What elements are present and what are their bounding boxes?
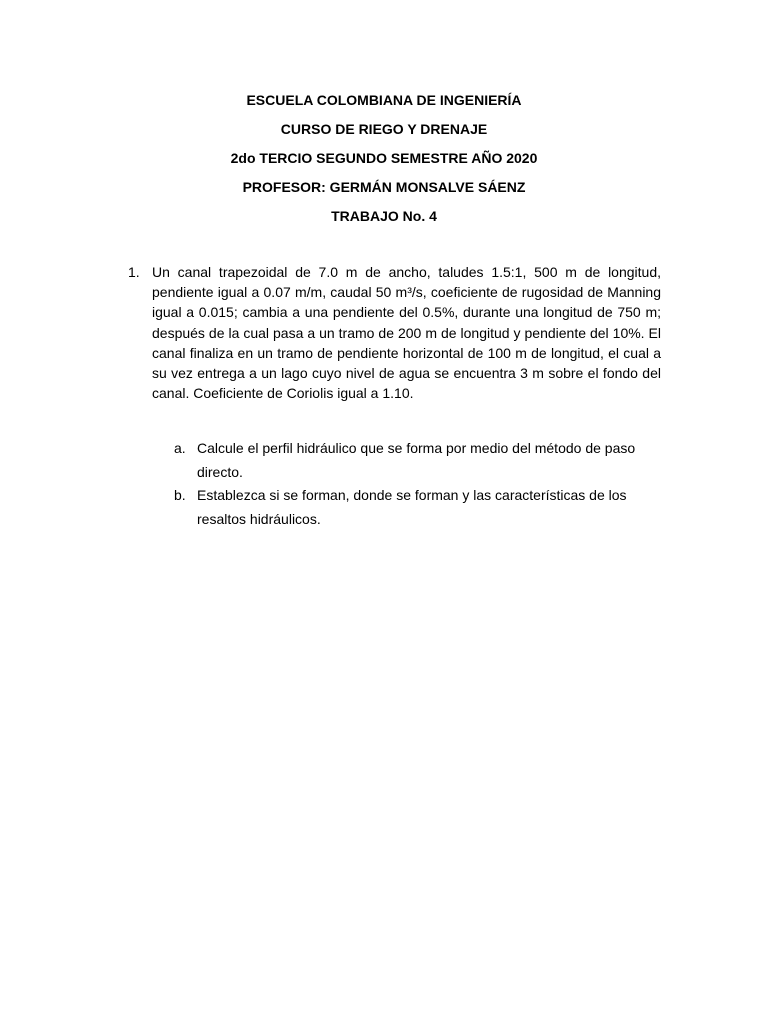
subitem-a (174, 437, 662, 484)
school-name: ESCUELA COLOMBIANA DE INGENIERÍA (246, 92, 522, 108)
subitem-b (174, 484, 662, 531)
subitem-text: Establezca si se forman, donde se forman y las características de los resaltos hidráulicos. (197, 487, 627, 527)
document-header (0, 91, 768, 236)
subitem-marker: b. (174, 487, 186, 503)
assignment-title: TRABAJO No. 4 (331, 208, 437, 224)
subitem-text: Calcule el perfil hidráulico que se forma por medio del método de paso directo. (197, 440, 636, 480)
subitem-marker: a. (174, 440, 186, 456)
question-1 (128, 262, 661, 403)
question-number: 1. (128, 264, 140, 280)
question-text: Un canal trapezoidal de 7.0 m de ancho, taludes 1.5:1, 500 m de longitud, pendiente igual a 0.07 m/m, caudal 50 m³/s, coeficiente de rugosidad de Manning igual a 0.015; cambia a una pendiente del 0.5%, durante una longitud de 750 m; después de la cual pasa a un tramo de 200 m de longitud y pendiente del 10%. El canal finaliza en un tramo de pendiente horizontal de 100 m de longitud, el cual a su vez entrega a un lago cuyo nivel de agua se encuentra 3 m sobre el fondo del canal. Coeficiente de Coriolis igual a 1.10. (152, 264, 661, 402)
course-name: CURSO DE RIEGO Y DRENAJE (280, 121, 488, 137)
professor-line: PROFESOR: GERMÁN MONSALVE SÁENZ (242, 179, 526, 195)
term-line: 2do TERCIO SEGUNDO SEMESTRE AÑO 2020 (230, 150, 538, 166)
question-subitems (174, 437, 662, 531)
